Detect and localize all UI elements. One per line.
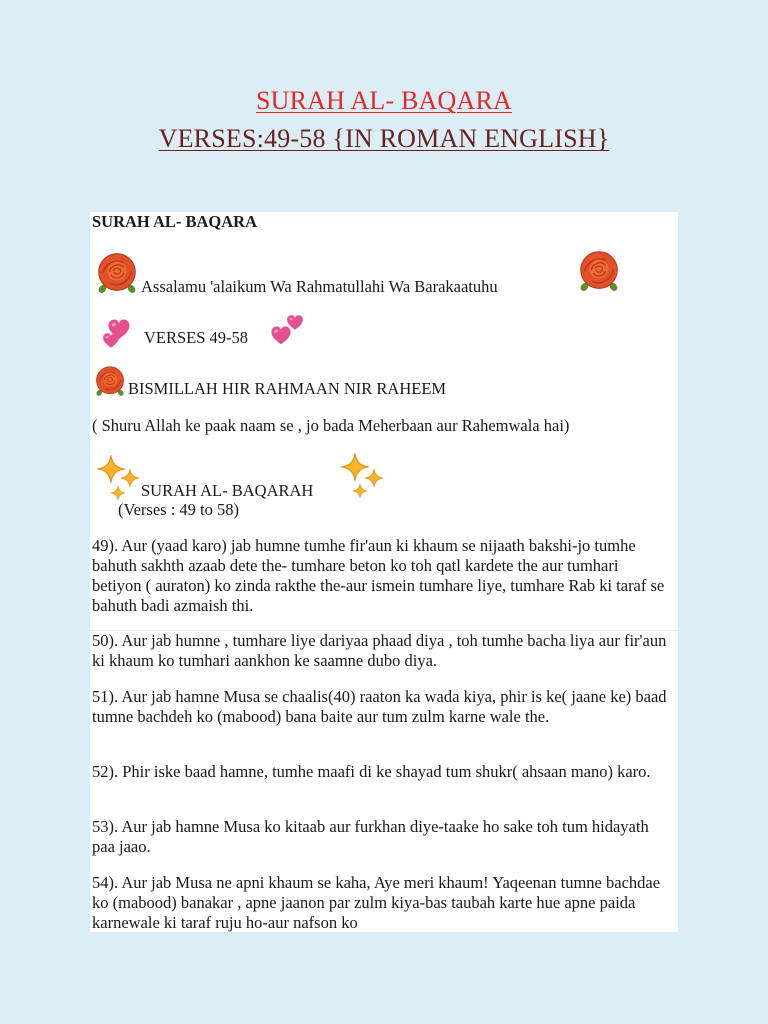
page-title: SURAH AL- BAQARA — [255, 86, 512, 115]
rose-icon — [574, 248, 624, 294]
verses-label: VERSES 49-58 — [144, 328, 249, 347]
heart-icon — [101, 332, 121, 350]
greeting-text: Assalamu 'alaikum Wa Rahmatullahi Wa Barakaatuhu — [141, 277, 498, 296]
surah-name: SURAH AL- BAQARAH — [141, 481, 314, 500]
document-heading: SURAH AL- BAQARA — [92, 212, 258, 231]
verses-range: (Verses : 49 to 58) — [118, 500, 239, 519]
bismillah-text: BISMILLAH HIR RAHMAAN NIR RAHEEM — [128, 379, 447, 398]
sparkle-icon — [352, 483, 368, 499]
document-intro — [90, 212, 678, 630]
sparkle-icon — [110, 485, 126, 501]
document-panel — [90, 212, 678, 932]
page-subtitle: VERSES:49-58 {IN ROMAN ENGLISH} — [158, 124, 610, 153]
verse-54: 54). Aur jab Musa ne apni khaum se kaha, Aye meri khaum! Yaqeenan tumne bachdae ko (mabood) banakar , apne jaanon par zulm kiya-bas taubah karte hue apne paida karnewale ki taraf ruju ho-aur nafson ko — [92, 873, 661, 932]
verse-53: 53). Aur jab hamne Musa ko kitaab aur furkhan diye-taake ho sake toh tum hidayath paa jaao. — [92, 817, 649, 856]
rose-icon — [92, 250, 142, 296]
rose-icon — [92, 364, 128, 398]
heart-icon — [268, 325, 294, 347]
verse-51: 51). Aur jab hamne Musa se chaalis(40) raaton ka wada kiya, phir is ke( jaane ke) baad tumne bachdeh ko (mabood) bana baite aur tum zulm karne wale the. — [92, 687, 667, 726]
verse-49: 49). Aur (yaad karo) jab humne tumhe fir'aun ki khaum se nijaath bakshi-jo tumhe bahuth sakhth azaab dete the- tumhare beton ko toh qatl kardete the aur tumhari betiyon ( auraton) ko zinda rakthe the-aur ismein tumhare liye, tumhare Rab ki taraf se bahuth badi azmaish thi. — [92, 536, 665, 615]
verse-50: 50). Aur jab humne , tumhare liye dariyaa phaad diya , toh tumhe bacha liya aur fir'aun ki khaum ko tumhari aankhon ke saamne dubo diya. — [92, 631, 667, 670]
verse-52: 52). Phir iske baad hamne, tumhe maafi di ke shayad tum shukr( ahsaan mano) karo. — [92, 762, 651, 781]
translation-text: ( Shuru Allah ke paak naam se , jo bada Meherbaan aur Rahemwala hai) — [92, 416, 570, 435]
